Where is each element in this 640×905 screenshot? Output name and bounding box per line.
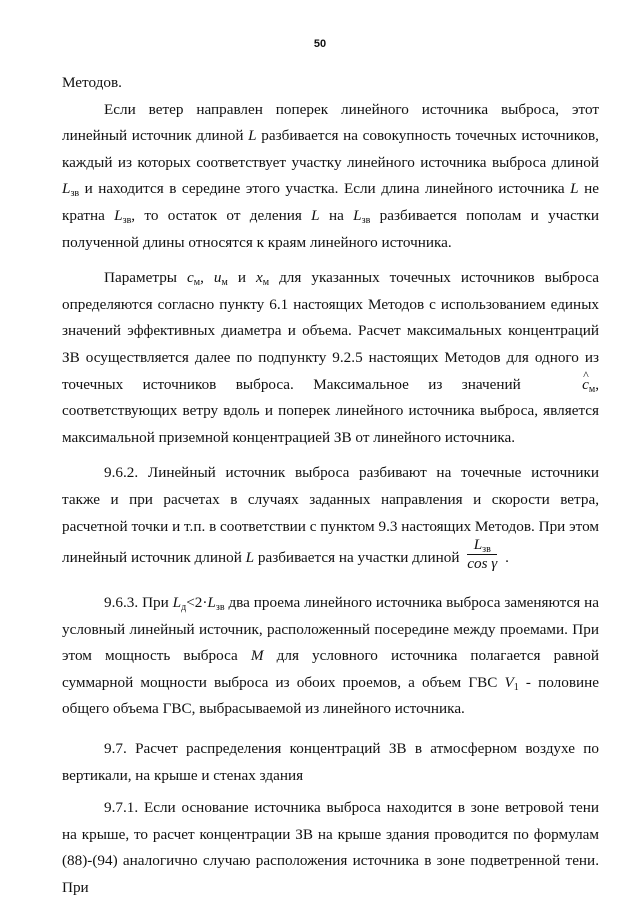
fraction-segment-length: $\frac{L_{зв}}{\text{cos γ}}$ [467, 536, 498, 573]
page-number: 50 [313, 38, 327, 50]
paragraph-perpendicular-wind: Если ветер направлен поперек линейного источника выброса, этот линейный источник длиной L разбивается на совокупность точечных источников, каждый из которых соответствует участку линейного источника выброса длиной $L_{зв}$ и находится в середине этого участка. Если длина линейного источника L не кратна $L_{зв}$, то остаток от деления L на $L_{зв}$ разбивается пополам и участки полученной длины относятся к краям линейного источника. [62, 100, 599, 251]
section-heading-9-7: 9.7. Расчет распределения концентраций ЗВ в атмосферном воздухе по вертикали, на крыше и стенах здания [62, 740, 599, 784]
paragraph-continuation: Методов. [62, 74, 122, 91]
paragraph-9-6-3: 9.6.3. При $L_д<2\cdot L_{зв}$ два проема линейного источника выброса заменяются на условный линейный источник, расположенный посередине между проемами. При этом мощность выброса M для условного источника полагается равной суммарной мощности выброса из обоих проемов, а объем ГВС $V_1$ - половине общего объема ГВС, выбрасываемой из линейного источника. [62, 594, 599, 718]
paragraph-parameters: Параметры $c_м$, $u_м$ и $x_м$ для указанных точечных источников выброса определяются согласно пункту 6.1 настоящих Методов с использованием единых значений эффективных диаметра и объема. Расчет максимальных концентраций ЗВ осуществляется далее по подпункту 9.2.5 настоящих Методов для одного из точечных источников выброса. Максимальное из значений ^ $c_м$, соответствующих ветру вдоль и поперек линейного источника выброса, является максимальной приземной концентрацией ЗВ от линейного источника. [62, 265, 599, 451]
paragraph-9-7-1: 9.7.1. Если основание источника выброса находится в зоне ветровой тени на крыше, то расчет концентрации ЗВ на крыше здания проводится по формулам (88)-(94) аналогично случаю расположения источника в зоне подветренной тени. При [62, 799, 599, 897]
document-body [62, 70, 599, 902]
paragraph-9-6-2: 9.6.2. Линейный источник выброса разбивают на точечные источники также и при расчетах в случаях заданных направления и скорости ветра, расчетной точки и т.п. в соответствии с пунктом 9.3 настоящих Методов. При этом линейный источник длиной L разбивается на участки длиной $\frac{L_{зв}}{\text{cos γ}}$ . [62, 464, 599, 573]
